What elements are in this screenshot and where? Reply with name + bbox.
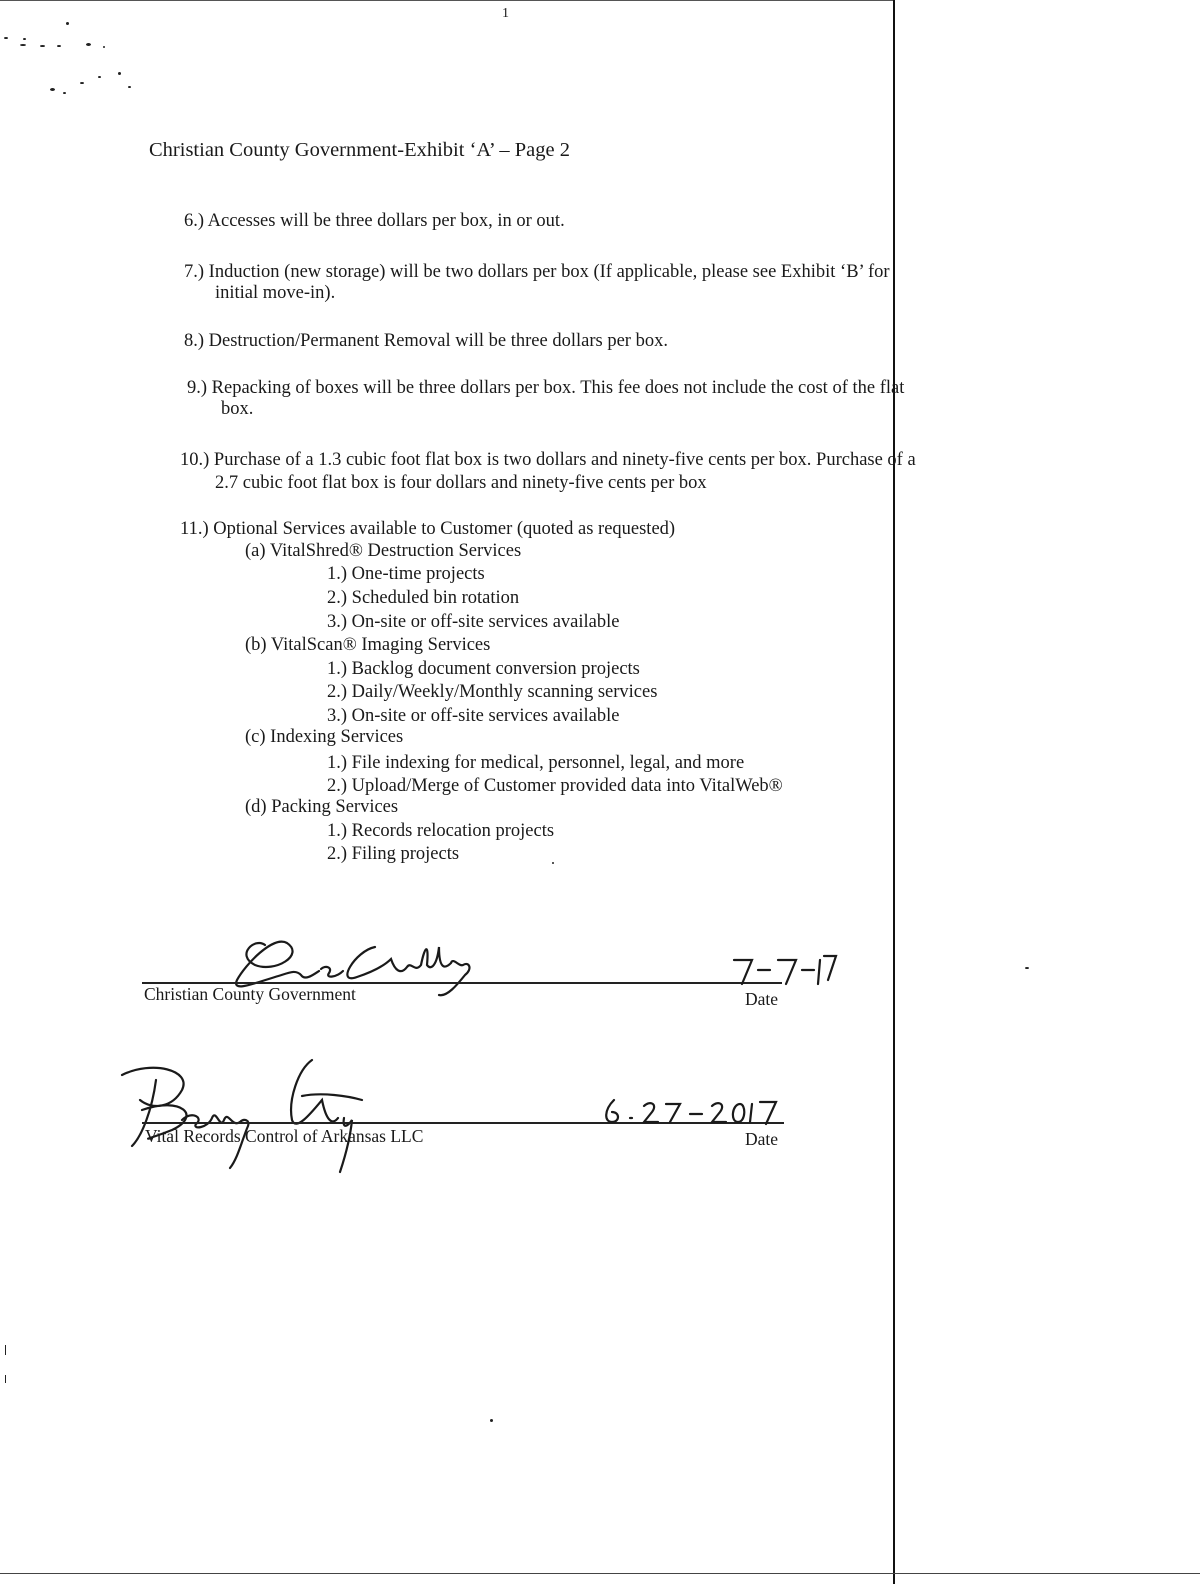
item-9-line-2: box. <box>221 399 254 419</box>
service-b-item-1: 1.) Backlog document conversion projects <box>327 659 640 679</box>
service-a-label: (a) VitalShred® Destruction Services <box>245 541 522 561</box>
service-d-item-1: 1.) Records relocation projects <box>327 821 555 841</box>
vendor-date-label: Date <box>745 1129 779 1149</box>
service-b-item-2: 2.) Daily/Weekly/Monthly scanning services <box>327 682 658 702</box>
item-11: 11.) Optional Services available to Customer (quoted as requested) <box>180 519 676 539</box>
page-header: Christian County Government-Exhibit ‘A’ – Page 2 <box>149 139 570 161</box>
service-c-item-1: 1.) File indexing for medical, personnel, legal, and more <box>327 753 745 773</box>
item-7-line-2: initial move-in). <box>215 283 336 303</box>
service-a-item-2: 2.) Scheduled bin rotation <box>327 588 520 608</box>
service-a-item-3: 3.) On-site or off-site services available <box>327 612 620 632</box>
service-b-item-3: 3.) On-site or off-site services available <box>327 706 620 726</box>
item-10-line-2: 2.7 cubic foot flat box is four dollars and ninety-five cents per box <box>215 473 707 493</box>
service-d-item-2: 2.) Filing projects <box>327 844 460 864</box>
county-handwritten-date <box>730 950 840 990</box>
top-edge-line <box>0 0 895 1</box>
service-c-item-2: 2.) Upload/Merge of Customer provided data into VitalWeb® <box>327 776 783 796</box>
page-mark: 1 <box>502 6 509 21</box>
item-10-line-1: 10.) Purchase of a 1.3 cubic foot flat box is two dollars and ninety-five cents per box. Purchase of a <box>180 450 916 470</box>
service-d-label: (d) Packing Services <box>245 797 399 817</box>
scan-vertical-line <box>893 0 895 1584</box>
item-8: 8.) Destruction/Permanent Removal will be three dollars per box. <box>184 331 668 351</box>
county-date-label: Date <box>745 989 779 1009</box>
item-9-line-1: 9.) Repacking of boxes will be three dollars per box. This fee does not include the cost of the flat <box>187 378 905 398</box>
vendor-signature <box>112 1040 382 1175</box>
bottom-edge-line <box>0 1573 1200 1574</box>
county-party-label: Christian County Government <box>144 984 356 1004</box>
service-c-label: (c) Indexing Services <box>245 727 404 747</box>
service-a-item-1: 1.) One-time projects <box>327 564 485 584</box>
vendor-handwritten-date <box>600 1096 780 1128</box>
service-b-label: (b) VitalScan® Imaging Services <box>245 635 491 655</box>
item-6: 6.) Accesses will be three dollars per box, in or out. <box>184 211 565 231</box>
vendor-party-label: Vital Records Control of Arkansas LLC <box>145 1126 424 1146</box>
item-7-line-1: 7.) Induction (new storage) will be two dollars per box (If applicable, please see Exhibit ‘B’ for <box>184 262 890 282</box>
